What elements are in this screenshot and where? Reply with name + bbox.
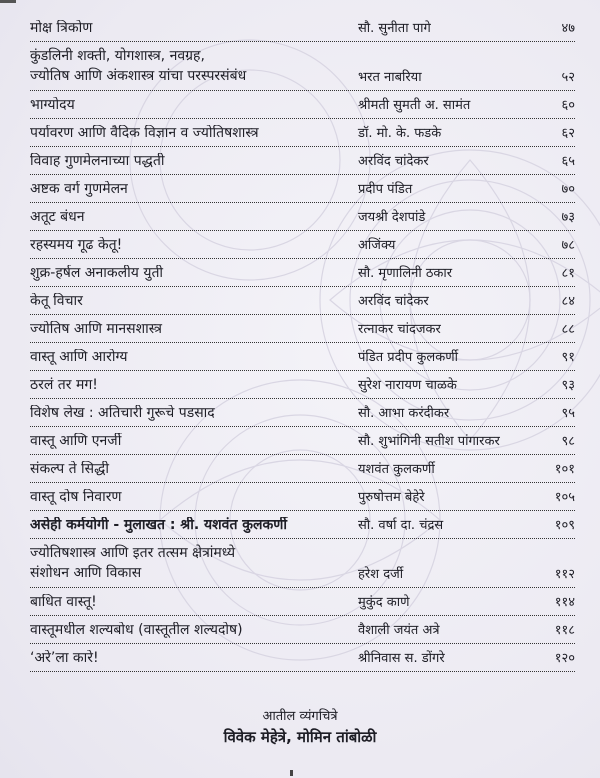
entry-author: सौ. शुभांगिनी सतीश पांगारकर	[358, 434, 500, 449]
page-bottom-mark	[290, 770, 293, 776]
entry-author: भरत नाबरिया	[358, 70, 422, 85]
table-of-contents	[30, 14, 575, 672]
entry-page: ७३	[561, 210, 575, 225]
entry-author: सौ. आभा करंदीकर	[358, 406, 450, 421]
entry-title: अतूट बंधन	[30, 209, 85, 225]
entry-page: ९८	[561, 434, 575, 449]
toc-entry	[30, 203, 575, 231]
entry-author: अरविंद चांदेकर	[358, 294, 429, 309]
toc-entry	[30, 91, 575, 119]
entry-author: हरेश दर्जी	[358, 567, 404, 582]
toc-entry	[30, 371, 575, 399]
toc-entry	[30, 231, 575, 259]
entry-title: असेही कर्मयोगी - मुलाखत : श्री. यशवंत कुलकर्णी	[30, 517, 288, 533]
toc-entry	[30, 119, 575, 147]
toc-entry	[30, 644, 575, 672]
entry-title: ‘अरे’ला कारे!	[30, 650, 99, 666]
entry-author: यशवंत कुलकर्णी	[358, 462, 435, 477]
entry-author: सौ. वर्षा दा. चंद्रस	[358, 518, 444, 533]
entry-title-line1: कुंडलिनी शक्ती, योगशास्त्र, नवग्रह,	[30, 48, 205, 64]
entry-page: ११२	[554, 567, 575, 582]
entry-page: ६२	[561, 126, 575, 141]
entry-title: वास्तू आणि आरोग्य	[30, 349, 128, 365]
entry-title: बाधित वास्तू!	[30, 594, 97, 610]
entry-author: सुरेश नारायण चाळके	[358, 378, 457, 393]
entry-title: केतू विचार	[30, 293, 83, 309]
entry-page: १०१	[554, 462, 575, 477]
entry-author: सौ. सुनीता पागे	[358, 21, 431, 36]
toc-entry	[30, 42, 575, 91]
entry-author: सौ. मृणालिनी ठकार	[358, 266, 453, 281]
entry-page: ७८	[561, 238, 575, 253]
entry-page: ९३	[561, 378, 575, 393]
toc-entry	[30, 343, 575, 371]
entry-title	[30, 46, 355, 86]
entry-page: ११८	[554, 623, 575, 638]
entry-page: १०९	[554, 518, 575, 533]
toc-entry	[30, 511, 575, 539]
toc-entry	[30, 315, 575, 343]
entry-page: ११४	[554, 595, 575, 610]
entry-author: वैशाली जयंत अत्रे	[358, 623, 440, 638]
entry-title: भाग्योदय	[30, 97, 75, 113]
toc-entry	[30, 427, 575, 455]
entry-title: अष्टक वर्ग गुणमेलन	[30, 181, 128, 197]
entry-author: जयश्री देशपांडे	[358, 210, 426, 225]
entry-author: मुकुंद काणे	[358, 595, 410, 610]
page-corner-mark	[0, 0, 16, 3]
entry-page: ७०	[561, 182, 575, 197]
toc-entry	[30, 455, 575, 483]
entry-title: वास्तू दोष निवारण	[30, 489, 122, 505]
entry-page: १२०	[554, 651, 575, 666]
entry-title: विशेष लेख : अतिचारी गुरूचे पडसाद	[30, 405, 215, 421]
entry-title: मोक्ष त्रिकोण	[30, 20, 93, 36]
entry-title: पर्यावरण आणि वैदिक विज्ञान व ज्योतिषशास्त्र	[30, 125, 259, 141]
entry-author: श्रीनिवास स. डोंगरे	[358, 651, 445, 666]
entry-page: ८४	[561, 294, 575, 309]
entry-title: विवाह गुणमेलनाच्या पद्धती	[30, 153, 165, 169]
entry-page: ५२	[561, 70, 575, 85]
toc-entry	[30, 259, 575, 287]
entry-title: शुक्र-हर्षल अनाकलीय युती	[30, 265, 164, 281]
entry-author: पंडित प्रदीप कुलकर्णी	[358, 350, 458, 365]
entry-author: प्रदीप पंडित	[358, 182, 413, 197]
entry-page: ९१	[561, 350, 575, 365]
toc-entry	[30, 147, 575, 175]
toc-entry	[30, 175, 575, 203]
entry-title: वास्तू आणि एनर्जी	[30, 433, 122, 449]
entry-title	[30, 543, 355, 583]
credits-caption: आतील व्यंगचित्रे	[262, 709, 338, 724]
entry-title-line2: ज्योतिष आणि अंकशास्त्र यांचा परस्परसंबंध	[30, 68, 247, 84]
entry-title: ज्योतिष आणि मानसशास्त्र	[30, 321, 162, 337]
entry-page: १०५	[554, 490, 575, 505]
entry-page: ६०	[561, 98, 575, 113]
entry-author: रत्नाकर चांदजकर	[358, 322, 441, 337]
credits-names: विवेक मेहेत्रे, मोमिन तांबोळी	[223, 728, 377, 746]
entry-title-line1: ज्योतिषशास्त्र आणि इतर तत्सम क्षेत्रांमध्ये	[30, 545, 236, 561]
entry-page: ८१	[561, 266, 575, 281]
toc-entry	[30, 483, 575, 511]
toc-entry	[30, 287, 575, 315]
entry-title: वास्तूमधील शल्यबोध (वास्तूतील शल्यदोष)	[30, 622, 243, 638]
entry-title: ठरलं तर मग!	[30, 377, 98, 393]
toc-entry	[30, 14, 575, 42]
entry-author: पुरुषोत्तम बेहेरे	[358, 490, 425, 505]
entry-author: श्रीमती सुमती अ. सामंत	[358, 98, 471, 113]
toc-entry	[30, 539, 575, 588]
entry-title: संकल्प ते सिद्धी	[30, 461, 109, 477]
entry-author: अजिंक्य	[358, 238, 396, 253]
entry-author: अरविंद चांदेकर	[358, 154, 429, 169]
entry-page: ८८	[561, 322, 575, 337]
cartoon-credits	[0, 708, 600, 748]
entry-title-line2: संशोधन आणि विकास	[30, 565, 142, 581]
toc-entry	[30, 399, 575, 427]
entry-page: ४७	[561, 21, 575, 36]
entry-page: ६५	[561, 154, 575, 169]
toc-entry	[30, 588, 575, 616]
entry-title: रहस्यमय गूढ केतू!	[30, 237, 123, 253]
entry-page: ९५	[561, 406, 575, 421]
toc-entry	[30, 616, 575, 644]
entry-author: डॉ. मो. के. फडके	[358, 126, 442, 141]
